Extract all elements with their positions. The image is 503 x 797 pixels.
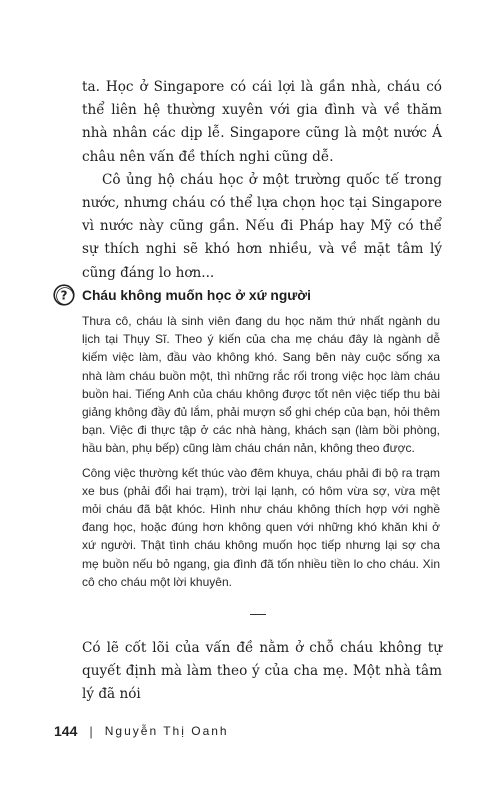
question-circle-icon (53, 284, 75, 306)
reader-letter (82, 312, 440, 597)
svg-text:?: ? (60, 288, 68, 303)
paragraph: Cô ủng hộ cháu học ở một trường quốc tế trong nước, nhưng cháu có thể lựa chọn học tại Singapore vì nước này cũng gần. Nếu đi Pháp hay Mỹ có thể sự thích nghi sẽ khó hơn nhiều, và về mặt tâm lý cũng đáng lo hơn... (82, 171, 442, 281)
page-footer (54, 723, 229, 739)
letter-paragraph: Thưa cô, cháu là sinh viên đang du học năm thứ nhất ngành du lịch tại Thụy Sĩ. Theo ý kiến của cha mẹ cháu đây là ngành dễ kiếm việc làm, đầu vào không khó. Sang bên này cuộc sống xa nhà làm cháu buồn một, thì những rắc rối trong việc học làm cháu buồn hai. Tiếng Anh của cháu không được tốt nên việc tiếp thu bài giảng không đầy đủ lắm, phải mượn sổ ghi chép của bạn, hỏi thêm bạn. Việc đi thực tập ở các nhà hàng, khách sạn (làm bồi phòng, hầu bàn, phụ bếp) cũng làm cháu chán nản, không theo được. (82, 314, 440, 456)
body-text-top (82, 76, 442, 285)
paragraph: Có lẽ cốt lõi của vấn đề nằm ở chỗ cháu không tự quyết định mà làm theo ý của cha mẹ. Một nhà tâm lý đã nói (82, 640, 442, 703)
section-divider (250, 614, 266, 615)
paragraph: ta. Học ở Singapore có cái lợi là gần nhà, cháu có thể liên hệ thường xuyên với gia đình và về thăm nhà nhân các dịp lễ. Singapore cũng là một nước Á châu nên vấn đề thích nghi cũng dễ. (82, 79, 442, 165)
letter-title: Cháu không muốn học ở xứ người (82, 288, 311, 303)
body-text-bottom (82, 637, 442, 707)
author-name: Nguyễn Thị Oanh (104, 724, 229, 738)
footer-separator: | (89, 723, 93, 739)
letter-paragraph: Công việc thường kết thúc vào đêm khuya, cháu phải đi bộ ra trạm xe bus (phải đổi hai trạm), trời lại lạnh, có hôm vừa sợ, vừa mệt mỏi cháu đã bật khóc. Hình như cháu không thích hợp với nghề đang học, hoặc đúng hơn không quen với những khó khăn khi ở xứ người. Thật tình cháu không muốn học tiếp nhưng lại sợ cha mẹ buồn nếu bỏ ngang, gia đình đã tốn nhiều tiền lo cho cháu. Xin cô cho cháu một lời khuyên. (82, 465, 440, 589)
page-number: 144 (54, 723, 78, 739)
